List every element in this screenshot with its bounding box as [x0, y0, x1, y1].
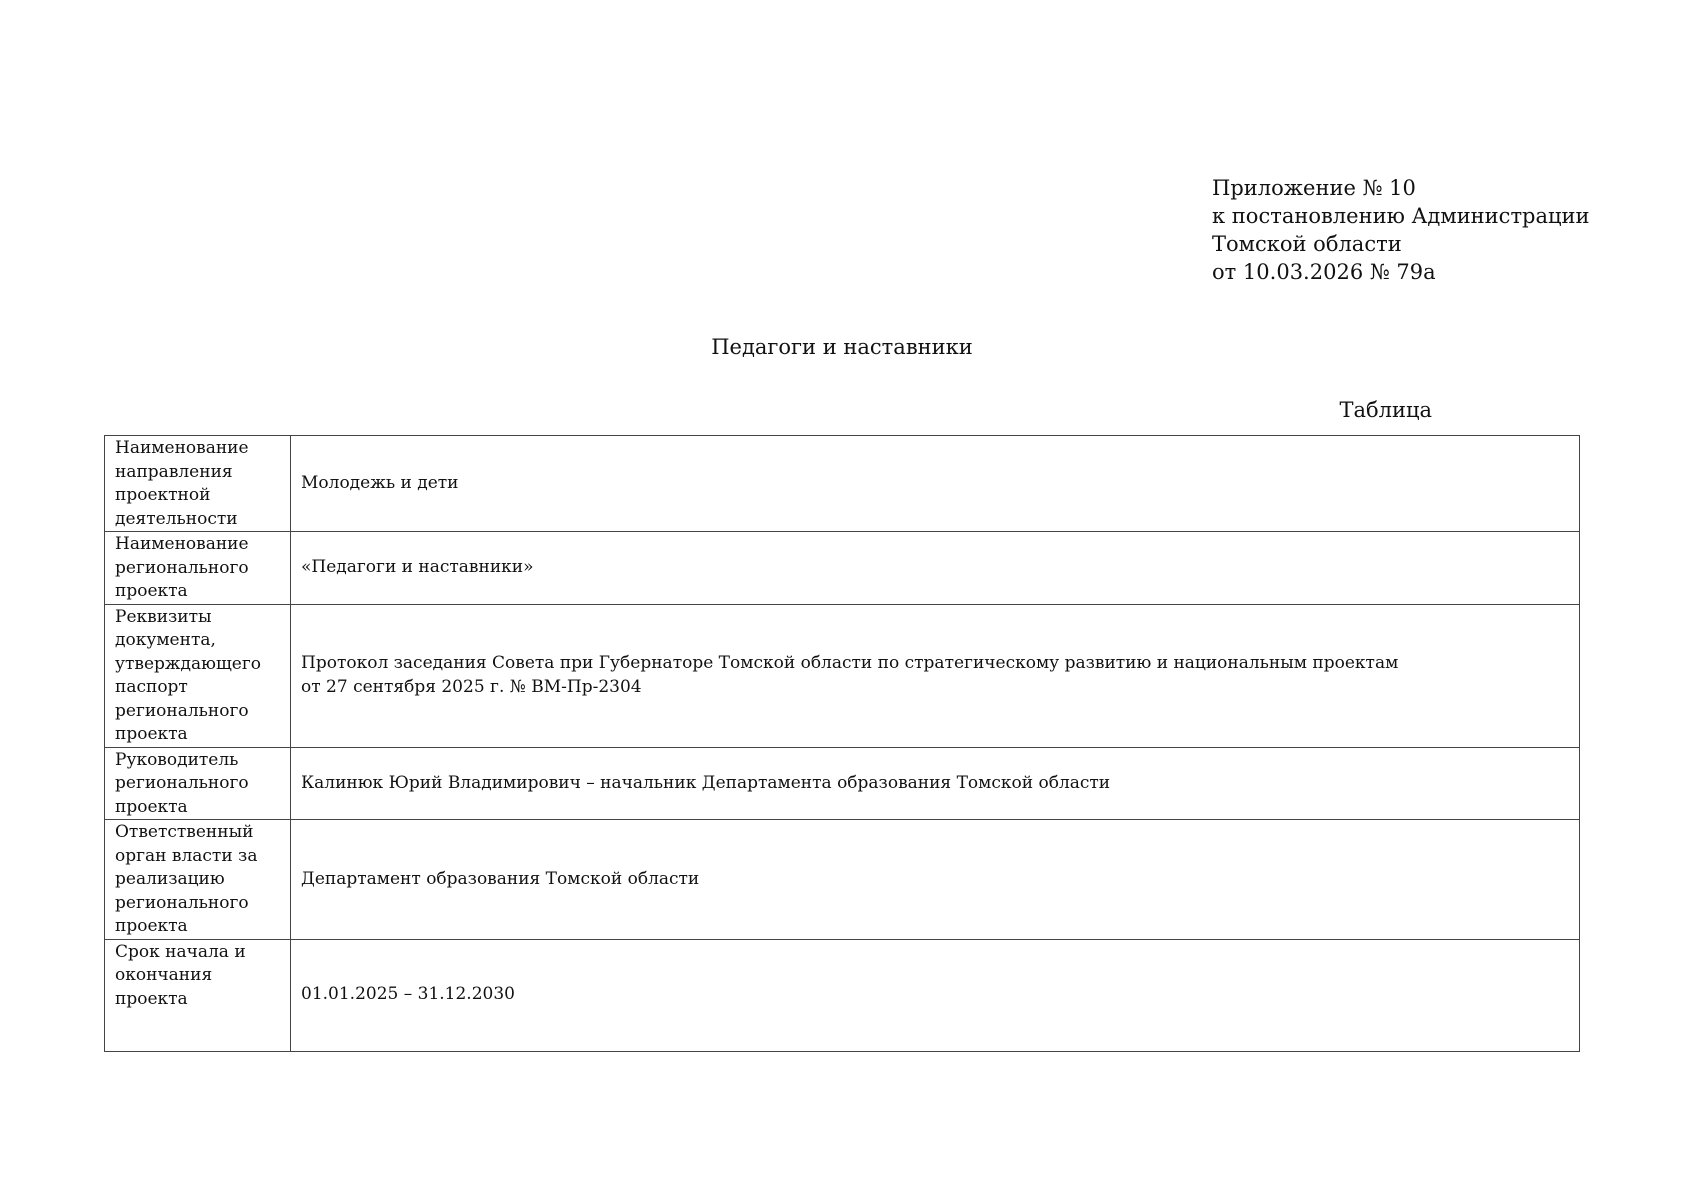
appendix-region: Томской области	[1212, 232, 1402, 256]
table-row	[105, 436, 1580, 532]
appendix-date: от 10.03.2026 № 79а	[1212, 260, 1436, 284]
row-label: Ответственный орган власти за реализацию регионального проекта	[105, 820, 291, 940]
row-value: Калинюк Юрий Владимирович – начальник Департамента образования Томской области	[291, 747, 1580, 820]
appendix-resolution: к постановлению Администрации	[1212, 204, 1590, 228]
row-label: Реквизиты документа, утверждающего паспорт регионального проекта	[105, 604, 291, 747]
table-row	[105, 747, 1580, 820]
row-value: «Педагоги и наставники»	[291, 532, 1580, 605]
page-title: Педагоги и наставники	[711, 335, 973, 359]
appendix-block	[1212, 174, 1590, 286]
row-value: Молодежь и дети	[291, 436, 1580, 532]
row-label: Наименование регионального проекта	[105, 532, 291, 605]
row-value: Департамент образования Томской области	[291, 820, 1580, 940]
table-row	[105, 604, 1580, 747]
table-row	[105, 820, 1580, 940]
table-row	[105, 532, 1580, 605]
project-passport-table	[104, 435, 1580, 1052]
row-label: Срок начала и окончания проекта	[105, 939, 291, 1051]
table-row	[105, 939, 1580, 1051]
table-caption: Таблица	[1339, 398, 1432, 422]
appendix-number: Приложение № 10	[1212, 176, 1416, 200]
row-value: 01.01.2025 – 31.12.2030	[291, 939, 1580, 1051]
row-label: Наименование направления проектной деятельности	[105, 436, 291, 532]
row-label: Руководитель регионального проекта	[105, 747, 291, 820]
row-value: Протокол заседания Совета при Губернаторе Томской области по стратегическому развитию и национальным проектам от 27 сентября 2025 г. № ВМ-Пр-2304	[291, 604, 1580, 747]
